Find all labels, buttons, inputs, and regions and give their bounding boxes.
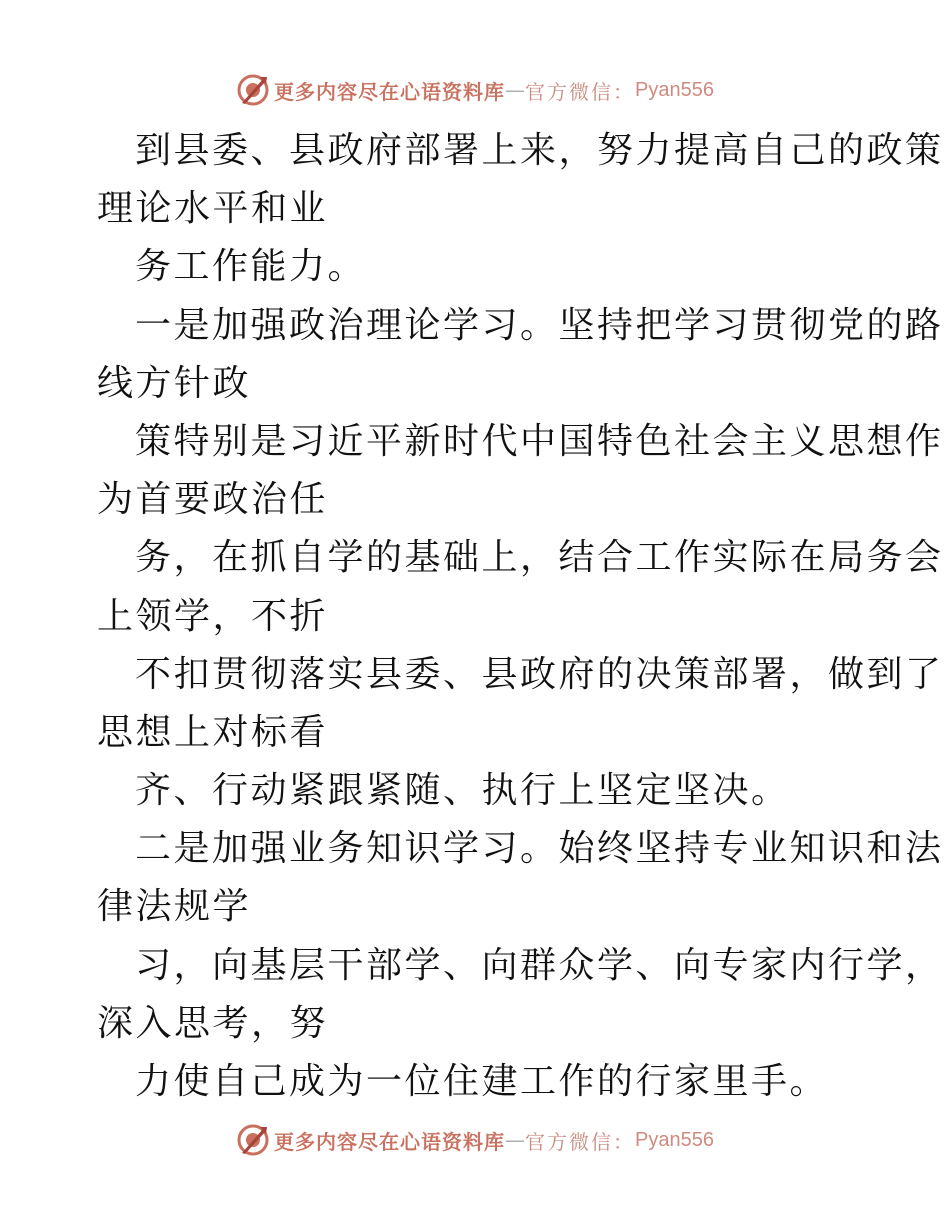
body-line: 二是加强业务知识学习。始终坚持专业知识和法 bbox=[135, 828, 944, 870]
footer-banner bbox=[0, 1120, 950, 1160]
header-wechat-label: 官方微信： bbox=[525, 79, 636, 104]
footer-wechat-label: 官方微信： bbox=[525, 1129, 636, 1154]
footer-dash: — bbox=[505, 1128, 526, 1152]
body-line: 习，向基层干部学、向群众学、向专家内行学， bbox=[135, 944, 944, 986]
body-line: 律法规学 bbox=[97, 886, 252, 928]
footer-wechat-id: Pyan556 bbox=[635, 1128, 714, 1151]
body-line: 理论水平和业 bbox=[97, 188, 329, 230]
body-line: 一是加强政治理论学习。坚持把学习贯彻党的路 bbox=[135, 304, 944, 346]
body-line: 务，在抓自学的基础上，结合工作实际在局务会 bbox=[135, 537, 944, 579]
body-line: 力使自己成为一位住建工作的行家里手。 bbox=[135, 1061, 829, 1102]
header-wechat-id: Pyan556 bbox=[635, 78, 714, 101]
body-line: 上领学，不折 bbox=[97, 595, 329, 637]
body-line: 深入思考，努 bbox=[97, 1002, 329, 1044]
body-line: 思想上对标看 bbox=[97, 711, 329, 753]
body-text bbox=[97, 122, 944, 1111]
header-banner bbox=[0, 70, 950, 110]
body-line: 策特别是习近平新时代中国特色社会主义思想作 bbox=[135, 420, 944, 462]
body-line: 齐、行动紧跟紧随、执行上坚定坚决。 bbox=[135, 770, 790, 812]
body-line: 到县委、县政府部署上来，努力提高自己的政策 bbox=[135, 130, 944, 171]
body-line: 线方针政 bbox=[97, 362, 252, 404]
quill-circle-icon bbox=[236, 1123, 270, 1157]
quill-circle-icon bbox=[236, 73, 270, 107]
body-line: 不扣贯彻落实县委、县政府的决策部署，做到了 bbox=[135, 653, 944, 695]
body-line: 务工作能力。 bbox=[135, 246, 367, 288]
header-dash: — bbox=[505, 78, 526, 102]
footer-site-text: 更多内容尽在心语资料库 bbox=[274, 1129, 506, 1154]
header-site-text: 更多内容尽在心语资料库 bbox=[274, 79, 506, 104]
body-line: 为首要政治任 bbox=[97, 479, 329, 521]
